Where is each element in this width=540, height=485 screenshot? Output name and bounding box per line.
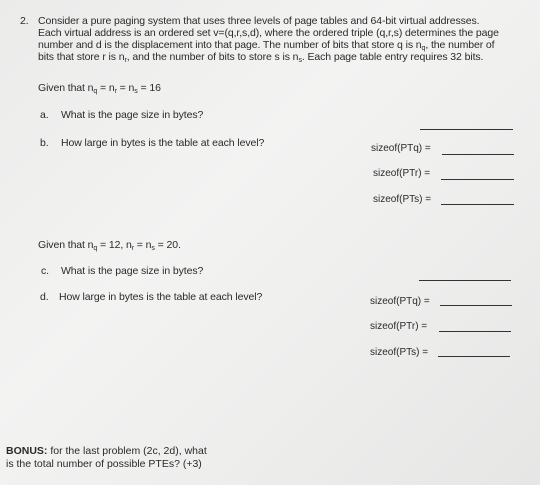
question-b-label: b. — [40, 137, 49, 149]
answer-b-pts-line[interactable] — [441, 204, 514, 205]
problem-line-1: Consider a pure paging system that uses three levels of page tables and 64-bit virtual addresses. — [38, 15, 480, 27]
answer-b-ptq-line[interactable] — [442, 154, 514, 155]
answer-d-pts-line[interactable] — [438, 356, 510, 357]
question-a-label: a. — [40, 109, 49, 121]
problem-line-4: bits that store r is $n_r$, and the number of bits to store s is $n_s$. Each page table entry requires 32 bits. — [38, 51, 484, 64]
bonus-line-2: is the total number of possible PTEs? (+3) — [6, 458, 202, 470]
answer-b-ptr-line[interactable] — [441, 179, 514, 180]
answer-d-pts-label: sizeof(PTs) = — [370, 347, 429, 358]
question-d-label: d. — [40, 291, 49, 303]
question-d-text: How large in bytes is the table at each level? — [59, 291, 263, 303]
question-c-text: What is the page size in bytes? — [61, 265, 204, 277]
answer-d-ptq-line[interactable] — [440, 305, 512, 306]
given-2: Given that $n_q = 12$, $n_r = n_s = 20$. — [38, 239, 181, 252]
answer-d-ptq-label: sizeof(PTq) = — [370, 296, 430, 307]
question-c-label: c. — [41, 265, 49, 277]
answer-d-ptr-label: sizeof(PTr) = — [370, 321, 428, 332]
problem-line-3: number and d is the displacement into that page. The number of bits that store q is $n_q$, the number of — [38, 39, 495, 52]
answer-d-ptr-line[interactable] — [439, 331, 511, 332]
answer-b-pts-label: sizeof(PTs) = — [373, 194, 432, 205]
bonus-line-1: BONUS: for the last problem (2c, 2d), what — [6, 445, 207, 457]
answer-b-ptr-label: sizeof(PTr) = — [373, 168, 431, 179]
answer-c-line[interactable] — [419, 280, 511, 281]
answer-b-ptq-label: sizeof(PTq) = — [371, 143, 431, 154]
question-a-text: What is the page size in bytes? — [61, 109, 204, 121]
given-1: Given that $n_q = n_r = n_s = 16$ — [38, 82, 161, 95]
problem-number: 2. — [20, 15, 29, 27]
answer-a-line[interactable] — [420, 129, 513, 130]
problem-line-2: Each virtual address is an ordered set v=(q,r,s,d), where the ordered triple (q,r,s) determines the page — [38, 27, 499, 39]
question-b-text: How large in bytes is the table at each level? — [61, 137, 265, 149]
